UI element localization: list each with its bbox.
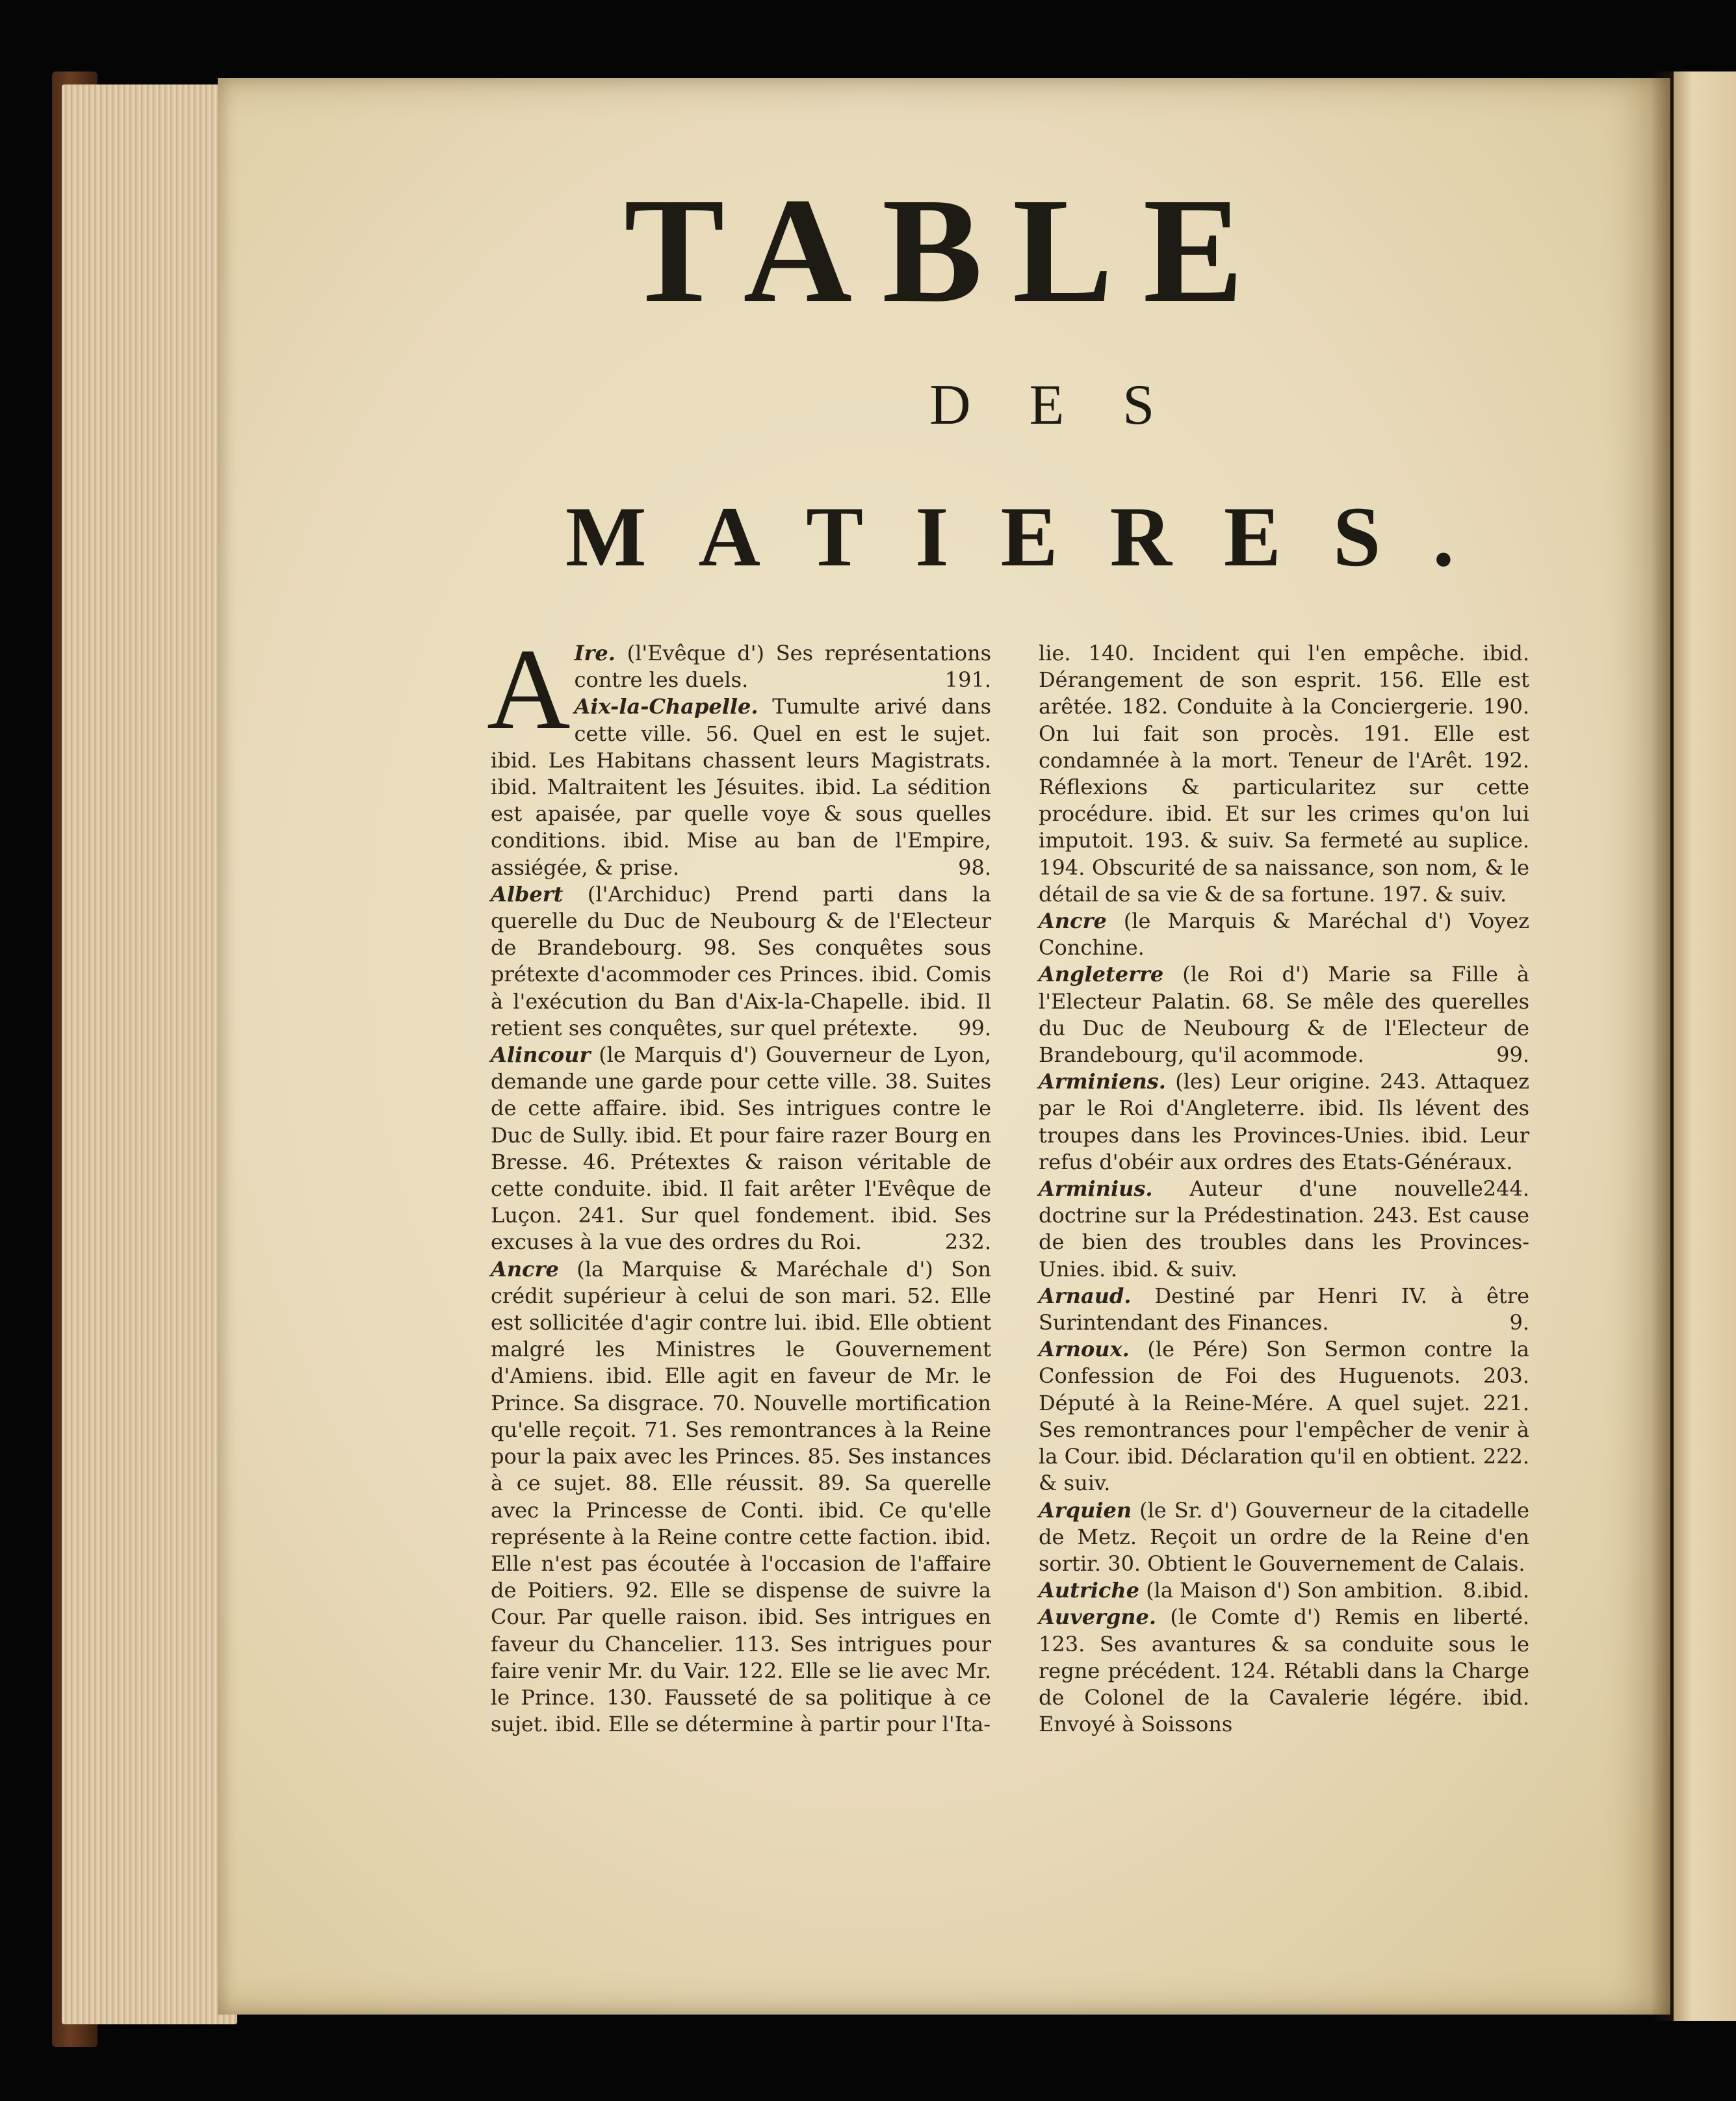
title-matieres: MATIERES. — [565, 489, 1507, 584]
entry-text: (le Marquis d') Gouverneur de Lyon, demande une garde pour cette ville. 38. Suites de cette affaire. ibid. Ses intrigues contre le Duc de Sully. ibid. Et pour faire razer Bourg en Bresse. 46. Prétextes & raison véritable de cette conduite. ibid. Il fait arêter l'Evêque de Luçon. 241. Sur quel fondement. ibid. Ses excuses à la vue des ordres du Roi. — [491, 1042, 992, 1255]
entry-heading: Ancre — [1039, 909, 1107, 934]
index-entry — [1039, 1283, 1529, 1336]
entry-page: 9. — [1509, 1310, 1529, 1335]
entry-page: 99. — [1496, 1042, 1529, 1068]
entry-text: Destiné par Henri IV. à être Surintendant des Finances. — [1039, 1283, 1530, 1335]
entry-heading: Albert — [491, 881, 564, 907]
index-entry — [1039, 640, 1529, 908]
entry-page: 244. — [1483, 1176, 1529, 1202]
index-column-right — [1039, 640, 1529, 1738]
entry-heading: Arminius. — [1039, 1176, 1153, 1202]
entry-heading: Alincour — [491, 1042, 591, 1068]
entry-heading: Aix-la-Chapelle. — [574, 694, 758, 719]
facing-page-edge — [1674, 71, 1736, 2021]
entry-text: (le Comte d') Remis en liberté. 123. Ses avantures & sa conduite sous le regne précédent. 124. Rétabli dans la Charge de Colonel de la Cavalerie légére. ibid. Envoyé à Soissons — [1039, 1605, 1530, 1737]
index-entry — [1039, 1336, 1529, 1497]
entry-heading: Arquien — [1039, 1497, 1132, 1523]
index-column-left — [487, 625, 992, 1738]
entry-page: 99. — [958, 1015, 991, 1040]
entry-heading: Autriche — [1039, 1578, 1139, 1603]
entry-text: (le Roi d') Marie sa Fille à l'Electeur Palatin. 68. Se mêle des querelles du Duc de Neubourg & de l'Electeur de Brandebourg, qu'il acommode. — [1039, 962, 1530, 1068]
index-entry — [491, 881, 991, 1042]
page-edges — [62, 84, 237, 2024]
entry-heading: Angleterre — [1039, 962, 1164, 987]
entry-heading: Auvergne. — [1039, 1605, 1157, 1630]
drop-cap: A — [487, 625, 571, 753]
entry-text: (la Maison d') Son ambition. — [1146, 1578, 1444, 1603]
entry-page: 8. — [1462, 1578, 1483, 1603]
entry-text: (l'Evêque d') Ses représentations contre les duels. — [574, 641, 992, 693]
entry-text: (l'Archiduc) Prend parti dans la querelle du Duc de Neubourg & de l'Electeur de Brandebourg. 98. Ses conquêtes sous prétexte d'acommoder ces Princes. ibid. Comis à l'exécution du Ban d'Aix-la-Chapelle. ibid. Il retient ses conquêtes, sur quel prétexte. — [491, 881, 991, 1040]
entry-page: ibid. — [1483, 1578, 1529, 1603]
index-entry — [1039, 1604, 1529, 1738]
entry-heading: Ancre — [491, 1256, 559, 1282]
entry-heading: Ire. — [574, 641, 615, 665]
title-table: TABLE — [624, 167, 1274, 334]
entry-text: lie. 140. Incident qui l'en empêche. ibid. Dérangement de son esprit. 156. Elle est arêtée. 182. Conduite à la Conciergerie. 190. On lui fait son procès. 191. Elle est condamnée à la mort. Teneur de l'Arêt. 192. Réflexions & particularitez sur cette procédure. ibid. Et sur les crimes qu'on lui imputoit. 193. & suiv. Sa fermeté au suplice. 194. Obscurité de sa naissance, son nom, & le détail de sa vie & de sa fortune. 197. & suiv. — [1039, 641, 1529, 907]
index-entry — [491, 1256, 991, 1738]
index-entry — [491, 1042, 991, 1256]
entry-page: 98. — [958, 855, 991, 880]
entry-text: (la Marquise & Maréchale d') Son crédit supérieur à celui de son mari. 52. Elle est sollicitée d'agir contre lui. ibid. Elle obtient malgré les Ministres le Gouvernement d'Amiens. ibid. Elle agit en faveur de Mr. le Prince. Sa disgrace. 70. Nouvelle mortification qu'elle reçoit. 71. Ses remontrances à la Reine pour la paix avec les Princes. 85. Ses instances à ce sujet. 88. Elle réussit. 89. Sa querelle avec la Princesse de Conti. ibid. Ce qu'elle représente à la Reine contre cette faction. ibid. Elle n'est pas écoutée à l'occasion de l'affaire de Poitiers. 92. Elle se dispense de suivre la Cour. Par quelle raison. ibid. Ses intrigues en faveur du Chancelier. 113. Ses intrigues pour faire venir Mr. du Vair. 122. Elle se lie avec Mr. le Prince. 130. Fausseté de sa politique à ce sujet. ibid. Elle se détermine à partir pour l'Ita- — [491, 1256, 992, 1737]
index-entry — [1039, 1577, 1529, 1604]
entry-text: (le Sr. d') Gouverneur de la citadelle de Metz. Reçoit un ordre de la Reine d'en sortir. 30. Obtient le Gouvernement de Calais. — [1039, 1497, 1530, 1576]
entry-heading: Arminiens. — [1039, 1069, 1166, 1094]
title-des: DES — [929, 374, 1213, 437]
entry-text: (les) Leur origine. 243. Attaquez par le Roi d'Angleterre. ibid. Ils lévent des troupes dans les Provinces-Unies. ibid. Leur refus d'obéir aux ordres des Etats-Généraux. — [1039, 1069, 1529, 1174]
entry-page: 191. — [944, 667, 991, 693]
entry-page: 232. — [944, 1230, 991, 1255]
index-entry — [1039, 908, 1529, 961]
index-entry — [1039, 961, 1529, 1068]
entry-heading: Arnaud. — [1039, 1283, 1132, 1308]
entry-heading: Arnoux. — [1039, 1337, 1130, 1362]
index-entry — [1039, 1176, 1529, 1283]
entry-text: Auteur d'une nouvelle doctrine sur la Prédestination. 243. Est cause de bien des troubles dans les Provinces-Unies. ibid. & suiv. — [1039, 1176, 1529, 1282]
entry-text: (le Marquis & Maréchal d') Voyez Conchine. — [1039, 909, 1530, 960]
entry-text: (le Pére) Son Sermon contre la Confession de Foi des Huguenots. 203. Député à la Reine-Mére. A quel sujet. 221. Ses remontrances pour l'empêcher de venir à la Cour. ibid. Déclaration qu'il en obtient. 222. & suiv. — [1039, 1337, 1530, 1496]
entry-text: Tumulte arivé dans cette ville. 56. Quel en est le sujet. ibid. Les Habitans chassent leurs Magistrats. ibid. Maltraitent les Jésuites. ibid. La sédition est apaisée, par quelle voye & sous quelles conditions. ibid. Mise au ban de l'Empire, assiégée, & prise. — [491, 694, 992, 880]
